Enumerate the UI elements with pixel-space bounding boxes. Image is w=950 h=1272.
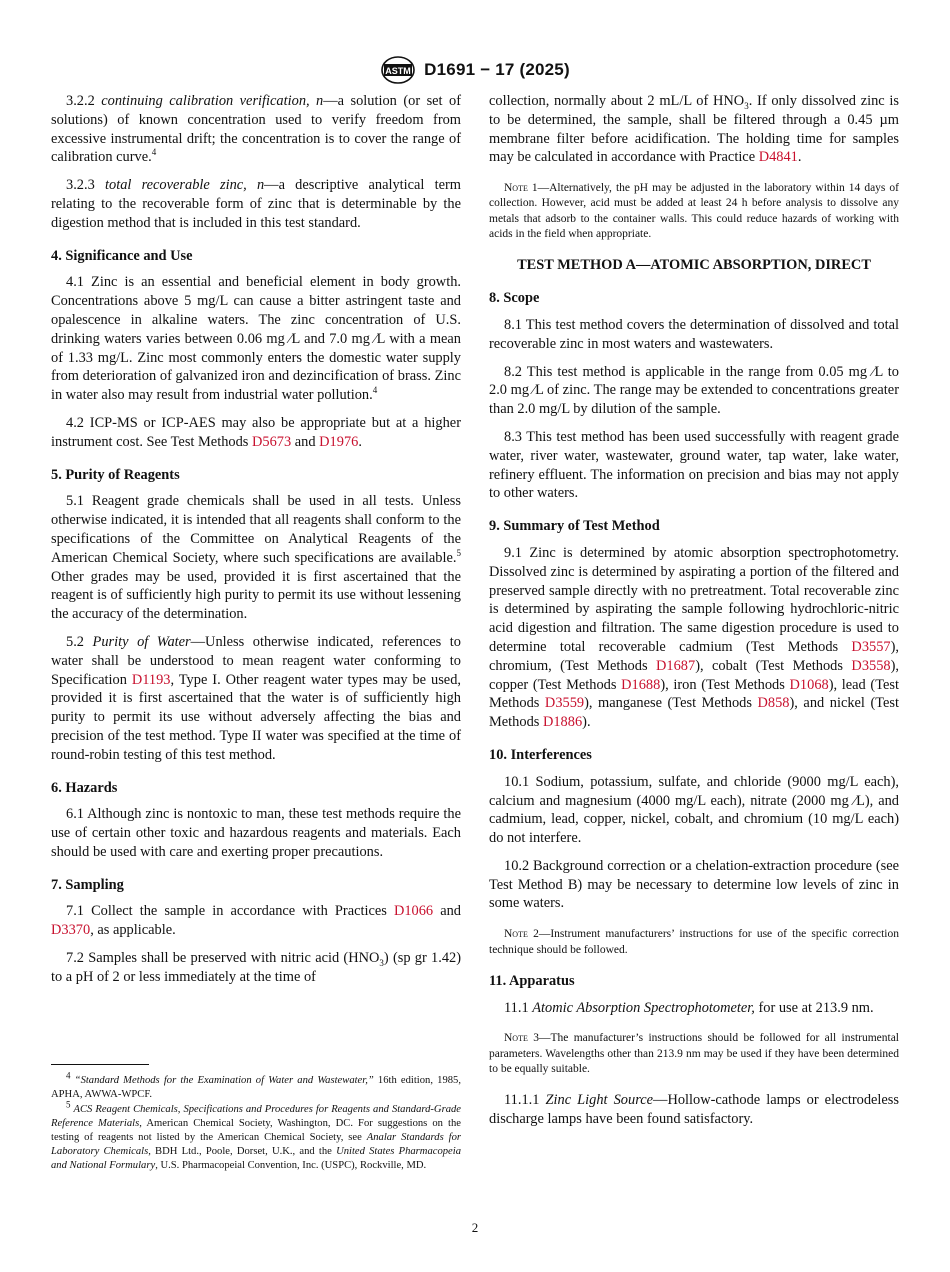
link-d1976[interactable]: D1976	[319, 433, 359, 450]
svg-text:ASTM: ASTM	[385, 66, 411, 76]
para-8-2: 8.2 This test method is applicable in the range from 0.05 mg ⁄L to 2.0 mg ⁄L of zinc. The range may be extended to concentrations greater than 2.0 mg/L by dilution of the sample.	[489, 363, 899, 418]
link-d3558[interactable]: D3558	[851, 657, 891, 674]
section-4-title: 4. Significance and Use	[51, 247, 193, 264]
note-3: Note 3—The manufacturer’s instructions should be followed for all instrumental parameters. Wavelengths other than 213.9 nm may be used if they have been determined to be equally suitable.	[489, 1032, 900, 1076]
test-method-a-title: TEST METHOD A—ATOMIC ABSORPTION, DIRECT	[517, 257, 871, 274]
link-d1193[interactable]: D1193	[131, 671, 171, 688]
right-column	[489, 92, 899, 1138]
link-d1687[interactable]: D1687	[656, 657, 696, 674]
link-d5673[interactable]: D5673	[251, 433, 292, 450]
para-7-2-continued: collection, normally about 2 mL/L of $HNO_3$. If only dissolved zinc is to be determined, the sample, shall be filtered through a 0.45 µm membrane filter before acidification. The holding time for samples may be calculated in accordance with Practice D4841.	[489, 93, 900, 166]
link-d3370[interactable]: D3370	[51, 922, 91, 939]
link-d1066[interactable]: D1066	[393, 903, 434, 920]
para-5-2: 5.2 Purity of Water—Unless otherwise indicated, references to water shall be understood to mean reagent water conforming to Specification D1193, Type I. Other reagent water types may be used, provided it is first ascertained that the water is of sufficiently high purity to permit its use without adversely affecting the bias and precision of the test method. Type II water was specified at the time of round-robin testing of this test method.	[51, 633, 461, 763]
para-9-1: 9.1 Zinc is determined by atomic absorption spectrophotometry. Dissolved zinc is determined by aspirating a portion of the filtered and preserved sample directly with no pretreatment. Total recoverable zinc is determined by aspirating the sample following hydrochloric-nitric acid digestion and filtration. The same digestion procedure is used to determine total recoverable cadmium (Test Methods D3557), chromium, (Test Methods D1687), cobalt (Test Methods D3558), copper (Test Methods D1688), iron (Test Methods D1068), lead (Test Methods D3559), manganese (Test Methods D858), and nickel (Test Methods D1886).	[489, 544, 900, 731]
para-10-2: 10.2 Background correction or a chelation-extraction procedure (see Test Method B) may be necessary to determine low levels of zinc in some waters.	[489, 857, 899, 912]
para-11-1: 11.1 Atomic Absorption Spectrophotometer, for use at 213.9 nm.	[504, 999, 874, 1016]
footnote-5: $^5$ ACS Reagent Chemicals, Specifications and Procedures for Reagents and Standard-Grade Reference Materials, American Chemical Society, Washington, DC. For suggestions on the testing of reagents not listed by the American Chemical Society, see Analar Standards for Laboratory Chemicals, BDH Ltd., Poole, Dorset, U.K., and the United States Pharmacopeia and National Formulary, U.S. Pharmacopeial Convention, Inc. (USPC), Rockville, MD.	[51, 1099, 462, 1171]
link-d3557[interactable]: D3557	[851, 638, 891, 655]
para-7-1: 7.1 Collect the sample in accordance with Practices D1066 and D3370, as applicable.	[51, 903, 461, 939]
para-7-2: 7.2 Samples shall be preserved with nitric acid $(HNO_3)$ (sp gr 1.42) to a pH of 2 or less immediately at the time of	[51, 950, 461, 985]
section-6-title: 6. Hazards	[51, 779, 118, 796]
link-d3559[interactable]: D3559	[544, 695, 585, 712]
link-d1688[interactable]: D1688	[621, 676, 661, 693]
para-3-2-3: 3.2.3 total recoverable zinc, n—a descriptive analytical term relating to the recoverable form of zinc that is determinable by the digestion method that is included in this test standard.	[51, 177, 462, 231]
astm-logo-icon	[380, 55, 416, 85]
note-1: Note 1—Alternatively, the pH may be adjusted in the laboratory within 14 days of collection. However, acid must be added at least 24 h before analysis to dissolve any metals that adsorb to the container walls. This could reduce hazards of working with acids in the field when appropriate.	[489, 182, 899, 241]
section-8-title: 8. Scope	[489, 290, 540, 307]
footnote-4: $^4$ “Standard Methods for the Examination of Water and Wastewater,” 16th edition, 1985, APHA, AWWA-WPCF.	[51, 1070, 461, 1100]
para-6-1: 6.1 Although zinc is nontoxic to man, these test methods require the use of certain other toxic and hazardous reagents and materials. Each should be used with care and exerting proper precautions.	[51, 806, 461, 860]
para-8-3: 8.3 This test method has been used successfully with reagent grade water, river water, wastewater, ground water, tap water, lake water, refinery effluent. The information on precision and bias may not apply to other waters.	[489, 428, 899, 502]
page-header	[0, 55, 950, 85]
page-number: 2	[471, 1220, 479, 1235]
para-11-1-1: 11.1.1 Zinc Light Source—Hollow-cathode lamps or electrodeless discharge lamps have been found satisfactory.	[489, 1092, 899, 1128]
note-2: Note 2—Instrument manufacturers’ instructions for use of the specific correction technique should be followed.	[489, 928, 899, 956]
footnote-divider	[51, 1064, 149, 1065]
section-11-title: 11. Apparatus	[489, 972, 575, 989]
link-d858[interactable]: D858	[757, 695, 790, 712]
section-5-title: 5. Purity of Reagents	[51, 466, 180, 483]
link-d1068[interactable]: D1068	[789, 676, 829, 693]
para-8-1: 8.1 This test method covers the determination of dissolved and total recoverable zinc in most waters and wastewaters.	[489, 316, 899, 352]
section-7-title: 7. Sampling	[51, 876, 124, 893]
para-10-1: 10.1 Sodium, potassium, sulfate, and chloride (9000 mg/L each), calcium and magnesium (4000 mg/L each), nitrate (2000 mg ⁄L), and cadmium, lead, copper, nickel, cobalt, and chromium (10 mg/L each) do not interfere.	[489, 773, 899, 847]
para-5-1: 5.1 Reagent grade chemicals shall be used in all tests. Unless otherwise indicated, it is intended that all reagents shall conform to the specifications of the Committee on Analytical Reagents of the American Chemical Society, where such specifications are available.$^5$ Other grades may be used, provided it is first ascertained that the reagent is of sufficiently high purity to permit its use without lessening the accuracy of the determination.	[51, 493, 461, 623]
para-4-2: 4.2 ICP-MS or ICP-AES may also be appropriate but at a higher instrument cost. See Test Methods D5673 and D1976.	[51, 414, 461, 450]
designation-title: D1691 − 17 (2025)	[424, 60, 570, 79]
section-10-title: 10. Interferences	[489, 746, 592, 763]
link-d4841[interactable]: D4841	[758, 149, 798, 166]
footnotes	[51, 1070, 462, 1174]
link-d1886[interactable]: D1886	[542, 714, 583, 731]
para-3-2-2: 3.2.2 continuing calibration verification, n—a solution (or set of solutions) of known concentration used to verify freedom from excessive instrumental drift; the concentration is to cover the range of calibration curve.$^4$	[51, 93, 461, 166]
para-4-1: 4.1 Zinc is an essential and beneficial element in body growth. Concentrations above 5 mg/L can cause a bitter astringent taste and opalescence in alkaline waters. The zinc concentration of U.S. drinking waters varies between 0.06 mg ⁄L and 7.0 mg ⁄L with a mean of 1.33 mg/L. Zinc most commonly enters the domestic water supply from deterioration of galvanized iron and dezincification of brass. Zinc in water also may result from industrial water pollution.$^4$	[51, 274, 461, 404]
section-9-title: 9. Summary of Test Method	[489, 518, 660, 535]
left-column	[51, 92, 461, 996]
